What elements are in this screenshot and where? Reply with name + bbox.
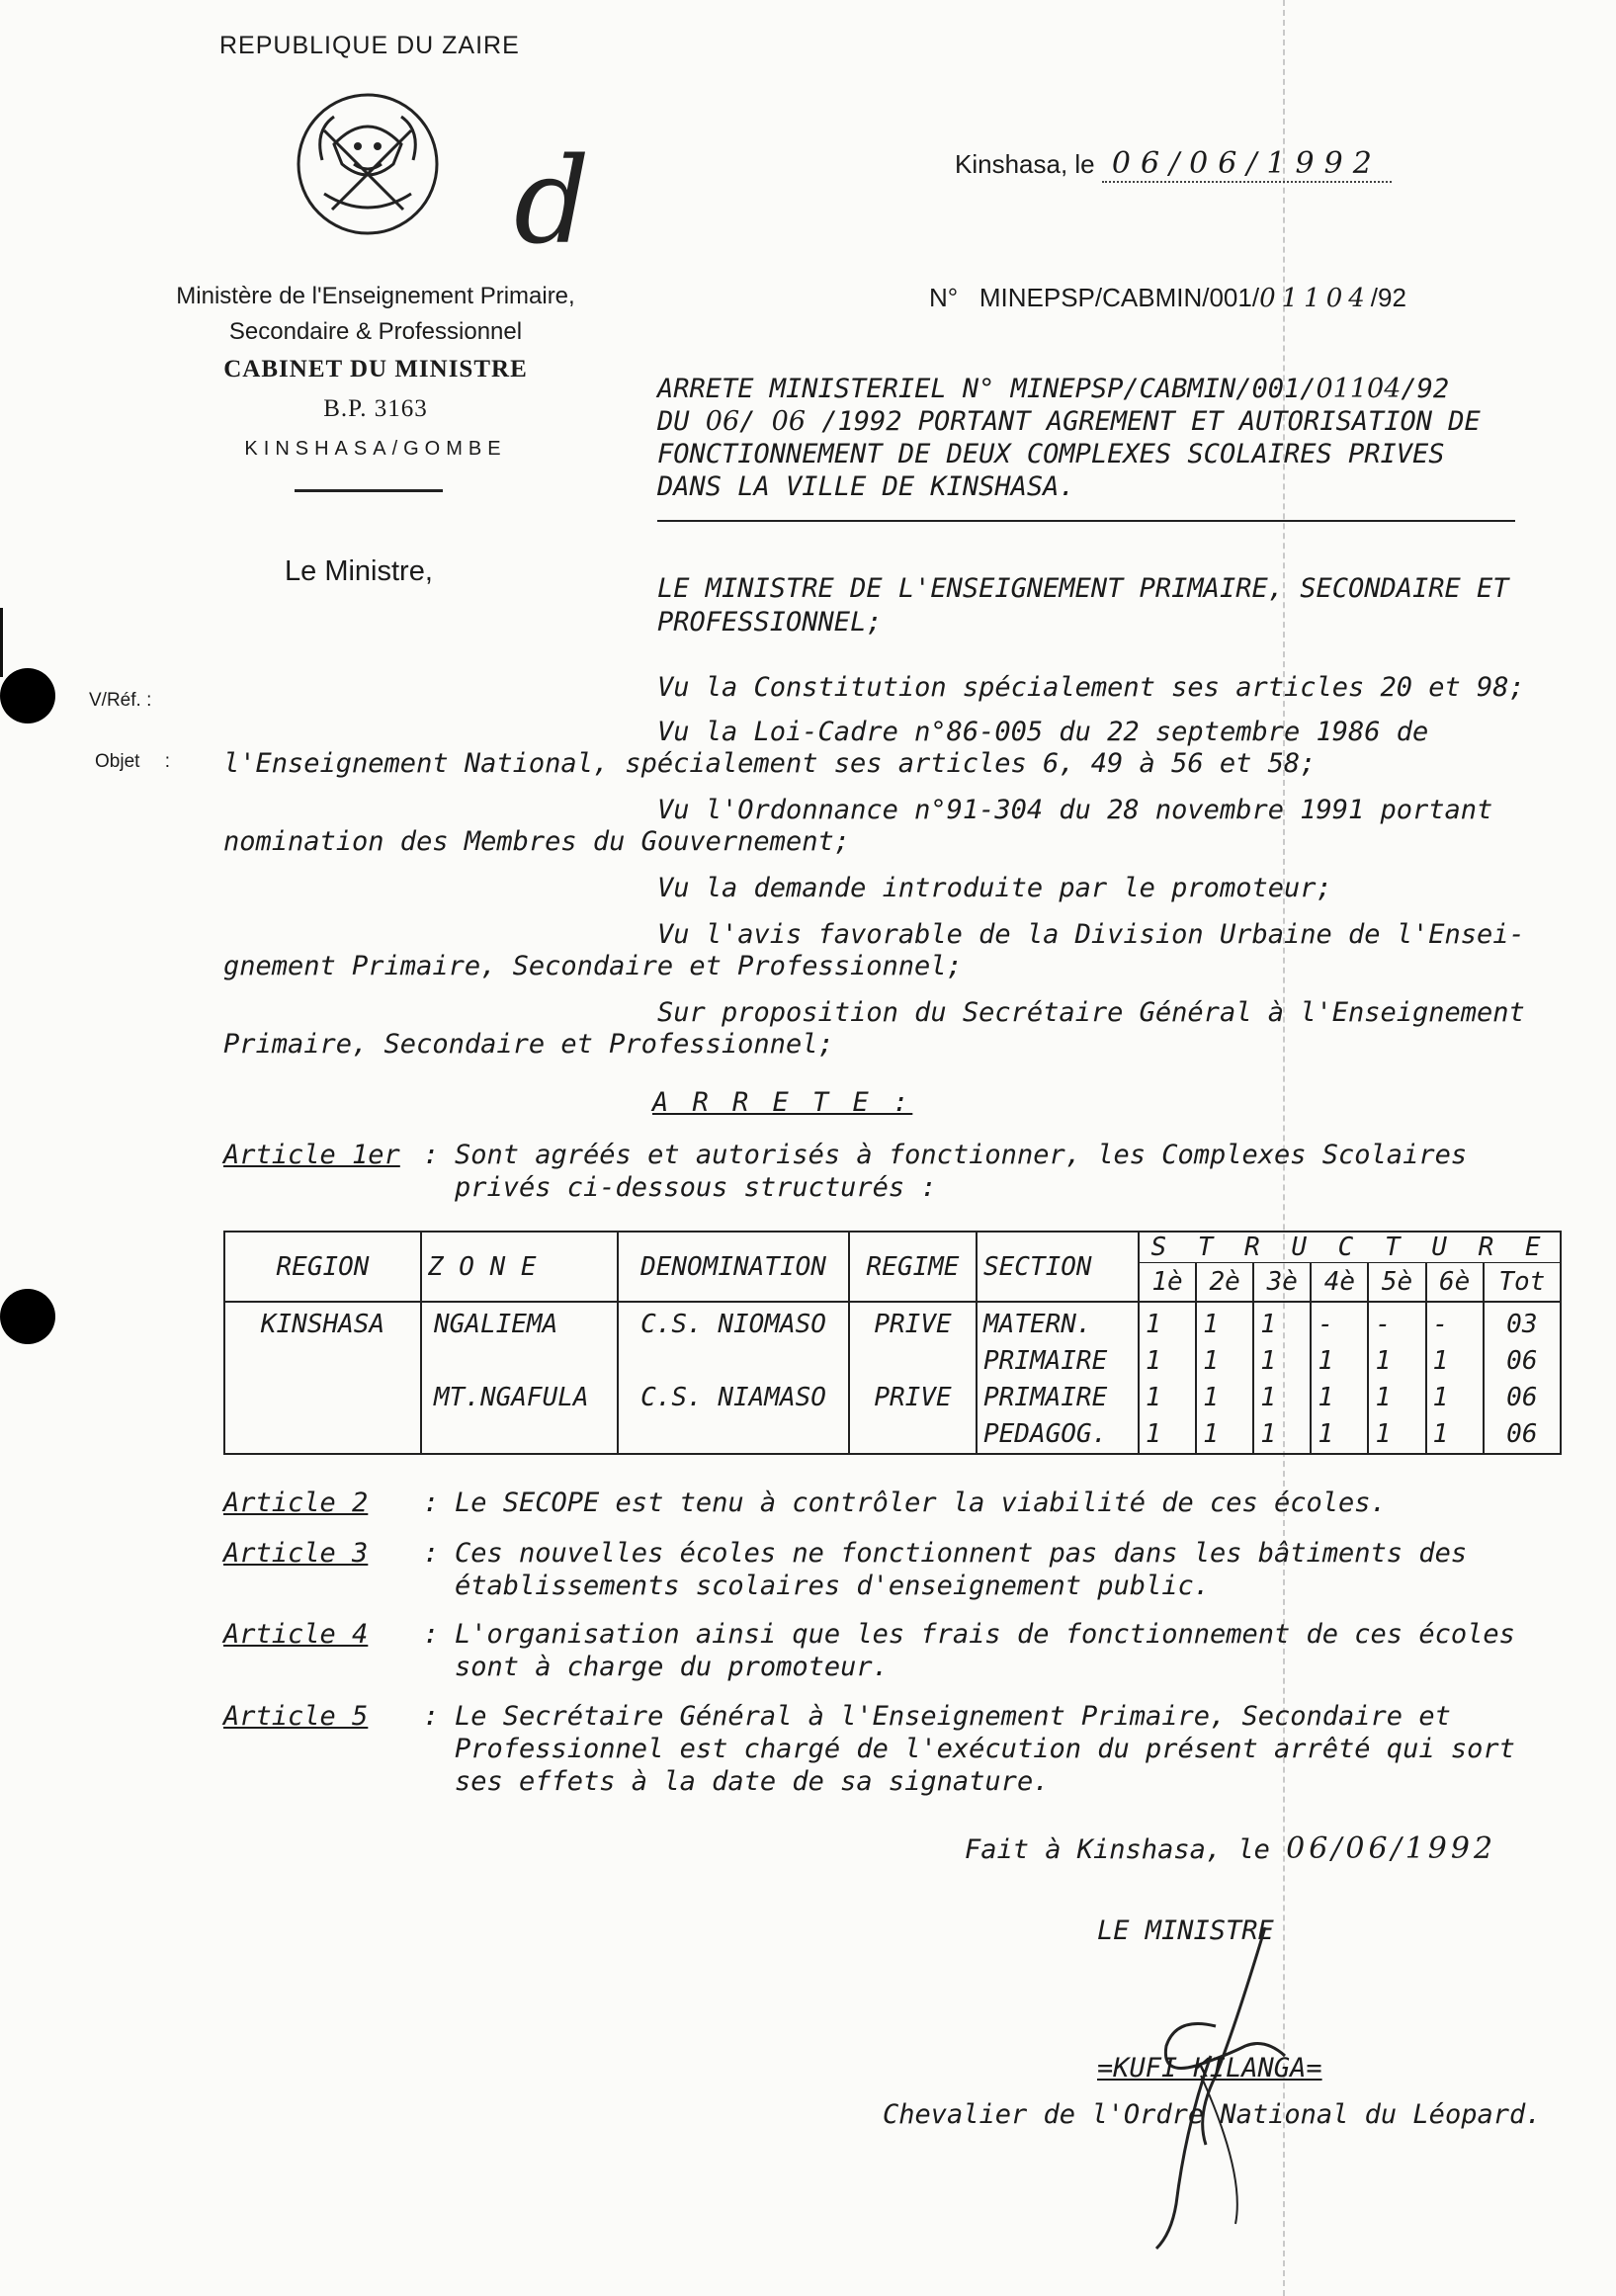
article-2-sep: : [423, 1488, 440, 1518]
count-value: 1 [1203, 1346, 1219, 1376]
city-line: KINSHASA/GOMBE [244, 438, 507, 460]
title-line-2b: /1992 PORTANT AGREMENT ET AUTORISATION DE [806, 406, 1481, 437]
objet-label: Objet : [95, 751, 170, 772]
date-value: 06/06/1992 [1102, 146, 1392, 183]
cell-count [1368, 1302, 1425, 1380]
cell-count [1139, 1302, 1196, 1380]
count-value: 1 [1432, 1419, 1449, 1449]
cell-zone: NGALIEMA [421, 1302, 618, 1380]
count-value: 1 [1146, 1346, 1161, 1376]
article-5-line-1: Le Secrétaire Général à l'Enseignement Primaire, Secondaire et [455, 1701, 1451, 1732]
cell-count [1253, 1302, 1311, 1380]
vu-loi-cadre-b: l'Enseignement National, spécialement ses articles 6, 49 à 56 et 58; [223, 748, 1317, 779]
count-value: 1 [1260, 1346, 1276, 1376]
article-4-line-1: L'organisation ainsi que les frais de fonctionnement de ces écoles [455, 1619, 1515, 1650]
count-value: 1 [1146, 1383, 1161, 1412]
minister-title-line-1: LE MINISTRE DE L'ENSEIGNEMENT PRIMAIRE, SECONDAIRE ET [657, 573, 1509, 604]
total-value: 06 [1506, 1419, 1538, 1449]
margin-rule [0, 608, 3, 677]
count-value: 1 [1203, 1419, 1219, 1449]
article-3-line-1: Ces nouvelles écoles ne fonctionnent pas dans les bâtiments des [455, 1538, 1468, 1569]
section-name: MATERN. [983, 1310, 1092, 1339]
sub-6: 6è [1426, 1263, 1484, 1303]
title-line-1b: /92 [1401, 374, 1450, 404]
reference-number [929, 283, 1406, 313]
sub-tot: Tot [1484, 1263, 1561, 1303]
schools-structure-table [223, 1231, 1562, 1455]
ref-handwritten: 01104 [1259, 284, 1371, 313]
punch-hole-bottom [0, 1289, 55, 1344]
cell-count [1311, 1380, 1368, 1454]
cell-section [977, 1302, 1139, 1380]
cell-count [1196, 1380, 1253, 1454]
cell-regime: PRIVE [849, 1380, 977, 1454]
table-row [224, 1302, 1561, 1380]
count-value: - [1375, 1310, 1392, 1339]
article-1-sep: : [423, 1140, 440, 1170]
count-value: 1 [1203, 1310, 1219, 1339]
sub-3: 3è [1253, 1263, 1311, 1303]
vref-label: V/Réf. : [89, 690, 152, 711]
count-value: 1 [1375, 1346, 1392, 1376]
coat-of-arms-emblem [295, 91, 441, 237]
handwritten-signature [1117, 1908, 1305, 2263]
postal-box: B.P. 3163 [323, 395, 428, 422]
article-5-sep: : [423, 1701, 440, 1732]
article-3-label: Article 3 [223, 1538, 369, 1569]
minister-title-line-2: PROFESSIONNEL; [657, 607, 883, 638]
count-value: 1 [1146, 1419, 1161, 1449]
article-5-line-3: ses effets à la date de sa signature. [455, 1766, 1050, 1797]
title-rule [657, 520, 1515, 522]
fait-date: 06/06/1992 [1286, 1831, 1497, 1866]
ministry-line-1: Ministère de l'Enseignement Primaire, [176, 283, 575, 309]
ministry-block [109, 279, 642, 468]
article-3-sep: : [423, 1538, 440, 1569]
handwritten-initial: d [514, 133, 590, 271]
vu-ordonnance-b: nomination des Membres du Gouvernement; [223, 826, 850, 857]
cell-count [1253, 1380, 1311, 1454]
cell-count [1426, 1302, 1484, 1380]
title-line-1a: ARRETE MINISTERIEL N° MINEPSP/CABMIN/001/ [657, 374, 1317, 404]
cell-zone: MT.NGAFULA [421, 1380, 618, 1454]
cell-region: KINSHASA [224, 1302, 421, 1454]
sub-5: 5è [1368, 1263, 1425, 1303]
count-value: 1 [1260, 1310, 1276, 1339]
sur-proposition-b: Primaire, Secondaire et Professionnel; [223, 1029, 834, 1060]
ref-prefix: N° [929, 283, 959, 312]
cell-count [1196, 1302, 1253, 1380]
article-4-sep: : [423, 1619, 440, 1650]
ref-code: MINEPSP/CABMIN/001/ [978, 283, 1260, 312]
total-value: 06 [1506, 1346, 1538, 1376]
cell-count [1368, 1380, 1425, 1454]
cell-denomination: C.S. NIAMASO [618, 1380, 849, 1454]
title-line-2a: DU [657, 406, 706, 437]
article-5-label: Article 5 [223, 1701, 369, 1732]
vu-demande: Vu la demande introduite par le promoteur; [657, 873, 1332, 903]
section-name: PRIMAIRE [983, 1383, 1108, 1412]
decree-title [657, 373, 1481, 503]
section-name: PRIMAIRE [983, 1346, 1108, 1376]
article-2-label: Article 2 [223, 1488, 369, 1518]
date-prefix: Kinshasa, le [955, 149, 1095, 179]
count-value: 1 [1432, 1346, 1449, 1376]
sub-1: 1è [1139, 1263, 1196, 1303]
title-line-2mid: / [739, 406, 772, 437]
article-4-label: Article 4 [223, 1619, 369, 1650]
count-value: - [1432, 1310, 1449, 1339]
count-value: 1 [1318, 1419, 1333, 1449]
article-1-line-1: Sont agréés et autorisés à fonctionner, les Complexes Scolaires [455, 1140, 1468, 1170]
col-structure: S T R U C T U R E [1139, 1232, 1561, 1263]
minister-label: Le Ministre, [285, 555, 433, 587]
article-4-line-2: sont à charge du promoteur. [455, 1652, 889, 1682]
cell-denomination: C.S. NIOMASO [618, 1302, 849, 1380]
col-regime: REGIME [849, 1232, 977, 1302]
cell-count [1311, 1302, 1368, 1380]
vu-avis-a: Vu l'avis favorable de la Division Urbaine de l'Ensei- [657, 919, 1525, 950]
ref-suffix: /92 [1370, 283, 1406, 312]
vu-ordonnance-a: Vu l'Ordonnance n°91-304 du 28 novembre 1991 portant [657, 795, 1493, 825]
count-value: - [1318, 1310, 1333, 1339]
article-1-line-2: privés ci-dessous structurés : [455, 1172, 937, 1203]
article-5-line-2: Professionnel est chargé de l'exécution du présent arrêté qui sort [455, 1734, 1515, 1764]
col-zone: Z O N E [421, 1232, 618, 1302]
article-1-label: Article 1er [223, 1140, 400, 1170]
total-value: 03 [1506, 1310, 1538, 1339]
cell-count [1426, 1380, 1484, 1454]
sub-2: 2è [1196, 1263, 1253, 1303]
signatory-name: =KUFI KILANGA= [1097, 2053, 1322, 2083]
cell-section [977, 1380, 1139, 1454]
cell-total [1484, 1380, 1561, 1454]
title-line-3: FONCTIONNEMENT DE DEUX COMPLEXES SCOLAIRES PRIVES [657, 439, 1445, 469]
article-3-line-2: établissements scolaires d'enseignement public. [455, 1571, 1211, 1601]
total-value: 06 [1506, 1383, 1538, 1412]
count-value: 1 [1432, 1383, 1449, 1412]
sub-4: 4è [1311, 1263, 1368, 1303]
cell-regime: PRIVE [849, 1302, 977, 1380]
republic-heading: REPUBLIQUE DU ZAIRE [219, 32, 520, 59]
col-region: REGION [224, 1232, 421, 1302]
signatory-honor: Chevalier de l'Ordre National du Léopard. [883, 2099, 1542, 2130]
title-line-4: DANS LA VILLE DE KINSHASA. [657, 471, 1075, 502]
count-value: 1 [1203, 1383, 1219, 1412]
count-value: 1 [1260, 1419, 1276, 1449]
table-header-row [224, 1232, 1561, 1263]
city-underline [295, 489, 443, 492]
title-day-hand: 06 [705, 406, 740, 437]
vu-loi-cadre-a: Vu la Loi-Cadre n°86-005 du 22 septembre 1986 de [657, 717, 1429, 747]
cell-count [1139, 1380, 1196, 1454]
sur-proposition-a: Sur proposition du Secrétaire Général à l'Enseignement [657, 997, 1525, 1028]
arrete-heading: A R R E T E : [652, 1087, 913, 1118]
count-value: 1 [1375, 1383, 1392, 1412]
col-section: SECTION [977, 1232, 1139, 1302]
ministry-line-2: Secondaire & Professionnel [228, 318, 523, 345]
signatory-title: LE MINISTRE [1097, 1915, 1274, 1946]
fait-prefix: Fait à Kinshasa, le [965, 1834, 1270, 1865]
count-value: 1 [1146, 1310, 1161, 1339]
vu-avis-b: gnement Primaire, Secondaire et Professionnel; [223, 951, 963, 981]
vu-constitution: Vu la Constitution spécialement ses articles 20 et 98; [657, 672, 1525, 703]
article-2-line-1: Le SECOPE est tenu à contrôler la viabilité de ces écoles. [455, 1488, 1387, 1518]
fait-a-line [965, 1831, 1496, 1866]
cell-total [1484, 1302, 1561, 1380]
section-name: PEDAGOG. [983, 1419, 1108, 1449]
punch-hole-top [0, 668, 55, 723]
col-denomination: DENOMINATION [618, 1232, 849, 1302]
count-value: 1 [1318, 1346, 1333, 1376]
count-value: 1 [1260, 1383, 1276, 1412]
count-value: 1 [1375, 1419, 1392, 1449]
table-row [224, 1380, 1561, 1454]
cabinet-heading: CABINET DU MINISTRE [223, 356, 528, 383]
title-month-hand: 06 [771, 406, 807, 437]
title-number-hand: 01104 [1316, 374, 1402, 404]
count-value: 1 [1318, 1383, 1333, 1412]
date-line [955, 146, 1392, 181]
